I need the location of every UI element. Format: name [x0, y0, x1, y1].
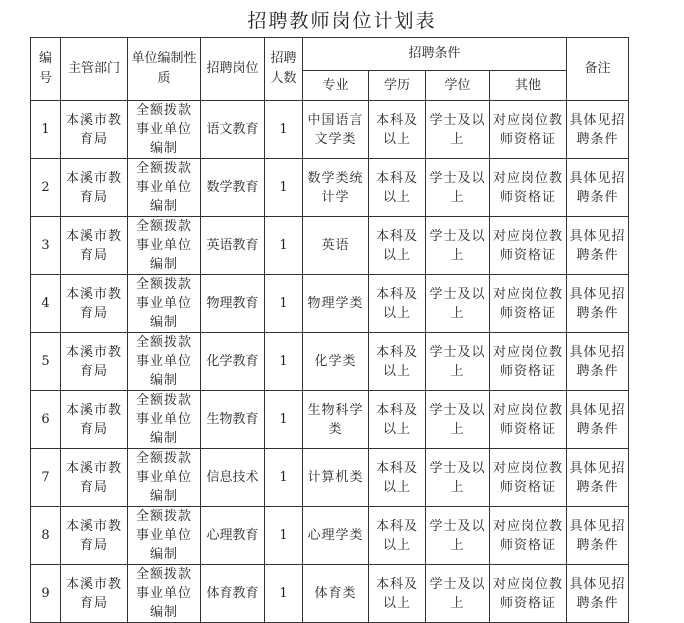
cell-dept: 本溪市教育局 — [61, 391, 128, 449]
cell-edu: 本科及以上 — [369, 449, 426, 507]
cell-other: 对应岗位教师资格证 — [490, 507, 567, 565]
cell-num: 7 — [31, 449, 61, 507]
cell-major: 心理学类 — [303, 507, 369, 565]
header-edu: 学历 — [369, 71, 426, 101]
cell-num: 9 — [31, 565, 61, 623]
cell-post: 体育教育 — [201, 565, 265, 623]
cell-post: 心理教育 — [201, 507, 265, 565]
cell-num: 2 — [31, 159, 61, 217]
header-dept: 主管部门 — [61, 38, 128, 101]
cell-nature: 全额拨款事业单位编制 — [128, 507, 201, 565]
cell-count: 1 — [265, 101, 303, 159]
header-degree: 学位 — [426, 71, 490, 101]
cell-other: 对应岗位教师资格证 — [490, 391, 567, 449]
cell-dept: 本溪市教育局 — [61, 449, 128, 507]
cell-major: 中国语言文学类 — [303, 101, 369, 159]
table-body — [31, 101, 629, 623]
cell-major: 数学类统计学 — [303, 159, 369, 217]
cell-degree: 学士及以上 — [426, 101, 490, 159]
cell-post: 物理教育 — [201, 275, 265, 333]
cell-edu: 本科及以上 — [369, 565, 426, 623]
cell-major: 英语 — [303, 217, 369, 275]
cell-degree: 学士及以上 — [426, 159, 490, 217]
cell-note: 具体见招聘条件 — [567, 449, 629, 507]
cell-count: 1 — [265, 449, 303, 507]
cell-degree: 学士及以上 — [426, 333, 490, 391]
cell-nature: 全额拨款事业单位编制 — [128, 275, 201, 333]
cell-other: 对应岗位教师资格证 — [490, 449, 567, 507]
cell-num: 4 — [31, 275, 61, 333]
cell-note: 具体见招聘条件 — [567, 159, 629, 217]
cell-dept: 本溪市教育局 — [61, 565, 128, 623]
cell-count: 1 — [265, 565, 303, 623]
cell-edu: 本科及以上 — [369, 507, 426, 565]
cell-major: 化学类 — [303, 333, 369, 391]
cell-degree: 学士及以上 — [426, 275, 490, 333]
cell-nature: 全额拨款事业单位编制 — [128, 217, 201, 275]
table-row — [31, 391, 629, 449]
cell-edu: 本科及以上 — [369, 101, 426, 159]
cell-count: 1 — [265, 217, 303, 275]
cell-count: 1 — [265, 507, 303, 565]
cell-note: 具体见招聘条件 — [567, 507, 629, 565]
cell-nature: 全额拨款事业单位编制 — [128, 333, 201, 391]
cell-dept: 本溪市教育局 — [61, 217, 128, 275]
table-row — [31, 101, 629, 159]
cell-post: 英语教育 — [201, 217, 265, 275]
cell-degree: 学士及以上 — [426, 507, 490, 565]
cell-other: 对应岗位教师资格证 — [490, 159, 567, 217]
cell-edu: 本科及以上 — [369, 333, 426, 391]
table-row — [31, 507, 629, 565]
cell-count: 1 — [265, 333, 303, 391]
cell-post: 数学教育 — [201, 159, 265, 217]
cell-count: 1 — [265, 275, 303, 333]
cell-num: 6 — [31, 391, 61, 449]
recruitment-plan-table — [30, 37, 629, 623]
header-major: 专业 — [303, 71, 369, 101]
cell-degree: 学士及以上 — [426, 449, 490, 507]
cell-degree: 学士及以上 — [426, 391, 490, 449]
cell-edu: 本科及以上 — [369, 217, 426, 275]
cell-edu: 本科及以上 — [369, 159, 426, 217]
cell-note: 具体见招聘条件 — [567, 217, 629, 275]
table-row — [31, 449, 629, 507]
header-note: 备注 — [567, 38, 629, 101]
cell-major: 计算机类 — [303, 449, 369, 507]
cell-num: 3 — [31, 217, 61, 275]
cell-post: 信息技术 — [201, 449, 265, 507]
cell-degree: 学士及以上 — [426, 565, 490, 623]
cell-nature: 全额拨款事业单位编制 — [128, 565, 201, 623]
cell-major: 体育类 — [303, 565, 369, 623]
cell-dept: 本溪市教育局 — [61, 333, 128, 391]
header-conditions: 招聘条件 — [303, 38, 567, 71]
cell-other: 对应岗位教师资格证 — [490, 565, 567, 623]
cell-count: 1 — [265, 391, 303, 449]
cell-note: 具体见招聘条件 — [567, 275, 629, 333]
cell-other: 对应岗位教师资格证 — [490, 101, 567, 159]
cell-post: 语文教育 — [201, 101, 265, 159]
cell-post: 化学教育 — [201, 333, 265, 391]
cell-note: 具体见招聘条件 — [567, 391, 629, 449]
cell-nature: 全额拨款事业单位编制 — [128, 101, 201, 159]
cell-major: 物理学类 — [303, 275, 369, 333]
cell-other: 对应岗位教师资格证 — [490, 217, 567, 275]
header-nature: 单位编制性质 — [128, 38, 201, 101]
cell-nature: 全额拨款事业单位编制 — [128, 449, 201, 507]
cell-num: 5 — [31, 333, 61, 391]
cell-dept: 本溪市教育局 — [61, 507, 128, 565]
cell-dept: 本溪市教育局 — [61, 159, 128, 217]
cell-major: 生物科学类 — [303, 391, 369, 449]
page-title: 招聘教师岗位计划表 — [247, 10, 437, 32]
header-count: 招聘人数 — [265, 38, 303, 101]
table-header — [31, 38, 629, 101]
cell-other: 对应岗位教师资格证 — [490, 275, 567, 333]
cell-num: 1 — [31, 101, 61, 159]
header-num: 编号 — [31, 38, 61, 101]
cell-other: 对应岗位教师资格证 — [490, 333, 567, 391]
header-other: 其他 — [490, 71, 567, 101]
table-row — [31, 333, 629, 391]
cell-dept: 本溪市教育局 — [61, 101, 128, 159]
cell-post: 生物教育 — [201, 391, 265, 449]
table-row — [31, 217, 629, 275]
table-row — [31, 159, 629, 217]
cell-edu: 本科及以上 — [369, 391, 426, 449]
cell-nature: 全额拨款事业单位编制 — [128, 391, 201, 449]
cell-note: 具体见招聘条件 — [567, 101, 629, 159]
cell-dept: 本溪市教育局 — [61, 275, 128, 333]
header-post: 招聘岗位 — [201, 38, 265, 101]
cell-edu: 本科及以上 — [369, 275, 426, 333]
cell-degree: 学士及以上 — [426, 217, 490, 275]
cell-count: 1 — [265, 159, 303, 217]
cell-num: 8 — [31, 507, 61, 565]
cell-nature: 全额拨款事业单位编制 — [128, 159, 201, 217]
cell-note: 具体见招聘条件 — [567, 565, 629, 623]
cell-note: 具体见招聘条件 — [567, 333, 629, 391]
table-row — [31, 275, 629, 333]
